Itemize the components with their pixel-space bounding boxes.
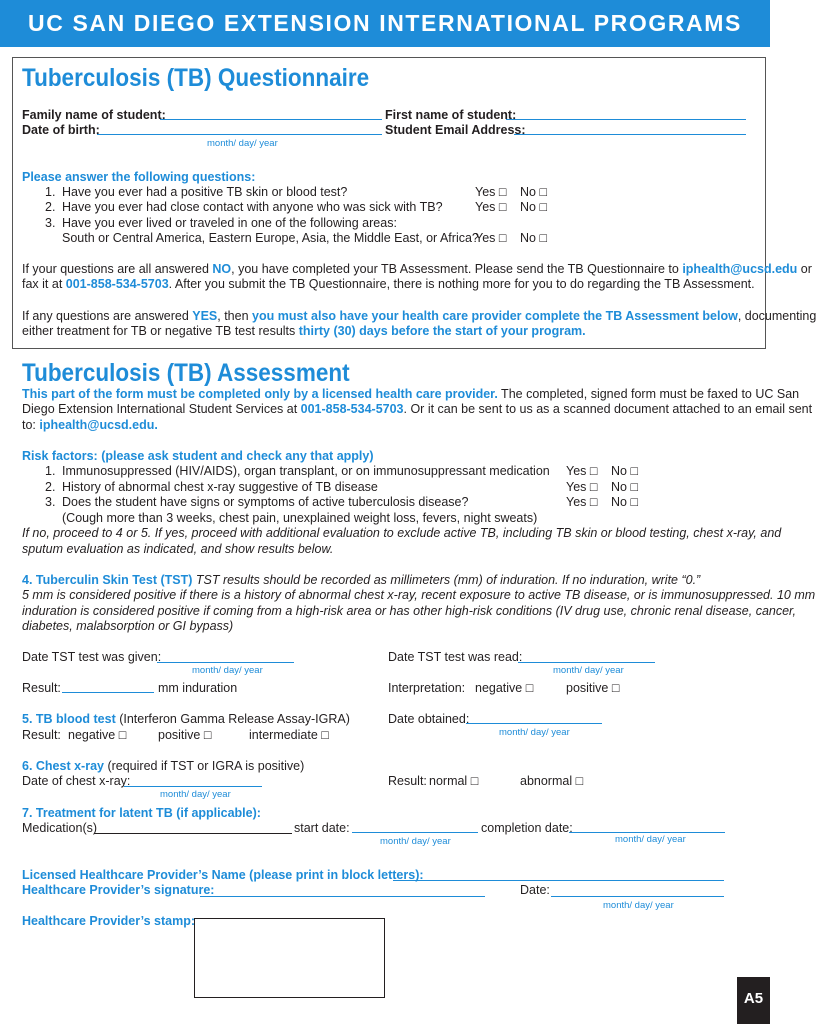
no-option[interactable] — [520, 231, 547, 246]
blood-result-label: Result: — [22, 728, 61, 742]
date-hint: month/ day/ year — [553, 665, 624, 676]
no-option[interactable]: No □ — [611, 464, 639, 478]
no-label: No — [520, 200, 536, 214]
risk-text: Immunosuppressed (HIV/AIDS), organ transplant, or on immunosuppressant medication — [62, 464, 550, 478]
checkbox[interactable]: □ — [539, 231, 548, 245]
email-link[interactable]: iphealth@ucsd.edu — [682, 262, 798, 276]
question-text: Have you ever had close contact with anyone who was sick with TB? — [62, 200, 443, 214]
tst-read-label: Date TST test was read: — [388, 650, 523, 664]
assessment-intro-3: to: iphealth@ucsd.edu. — [22, 418, 158, 432]
signature-date-field[interactable] — [551, 896, 724, 897]
yes-label: Yes — [475, 200, 496, 214]
signature-field[interactable] — [200, 896, 485, 897]
tst-heading-line: 4. Tuberculin Skin Test (TST) TST results should be recorded as millimeters (mm) of induration. If no induration, write “0.” — [22, 573, 701, 587]
family-name-label: Family name of student: — [22, 108, 166, 122]
xray-result-label: Result: — [388, 774, 427, 788]
start-date-field[interactable] — [352, 832, 478, 833]
tst-result-field[interactable] — [62, 692, 154, 693]
risk-number: 3. — [45, 495, 56, 509]
xray-date-field[interactable] — [124, 786, 262, 787]
checkbox[interactable]: □ — [525, 681, 534, 695]
dob-field[interactable] — [97, 134, 382, 135]
xray-date-label: Date of chest x-ray: — [22, 774, 131, 788]
yes-label: Yes — [475, 185, 496, 199]
tst-desc: induration is considered positive if coming from a high-risk area or has other high-risk conditions (IV drug use, chronic renal disease, cancer, — [22, 604, 796, 618]
xray-heading: 6. Chest x-ray (required if TST or IGRA is positive) — [22, 759, 305, 773]
date-hint: month/ day/ year — [615, 834, 686, 845]
email-link[interactable]: iphealth@ucsd.edu. — [39, 418, 158, 432]
no-option[interactable]: No □ — [611, 480, 639, 494]
dob-label: Date of birth: — [22, 123, 100, 137]
treatment-heading: 7. Treatment for latent TB (if applicable): — [22, 806, 261, 820]
date-hint: month/ day/ year — [603, 900, 674, 911]
checkbox[interactable]: □ — [118, 728, 127, 742]
risk-instructions: If no, proceed to 4 or 5. If yes, proceed with additional evaluation to exclude active TB, including TB skin or blood testing, chest x-ray, and — [22, 526, 782, 540]
start-date-label: start date: — [294, 821, 350, 835]
first-name-label: First name of student: — [385, 108, 517, 122]
banner-title: UC SAN DIEGO EXTENSION INTERNATIONAL PROGRAMS 2013 — [28, 10, 742, 83]
date-hint: month/ day/ year — [192, 665, 263, 676]
checkbox[interactable]: □ — [539, 200, 548, 214]
positive-option[interactable]: positive □ — [566, 681, 620, 695]
checkbox[interactable]: □ — [203, 728, 212, 742]
yes-option[interactable]: Yes □ — [566, 495, 598, 509]
checkbox[interactable]: □ — [321, 728, 329, 742]
questions-prompt: Please answer the following questions: — [22, 170, 256, 184]
no-answer-paragraph: If your questions are all answered NO, you have completed your TB Assessment. Please send the TB Questionnaire to iphealth@ucsd.edu or — [22, 262, 812, 276]
checkbox[interactable]: □ — [539, 185, 548, 199]
completion-date-field[interactable] — [569, 832, 725, 833]
assessment-intro-2: Diego Extension International Student Services at 001-858-534-5703. Or it can be sent to us as a scanned document attached to an email sent — [22, 402, 813, 416]
assessment-intro: This part of the form must be completed only by a licensed health care provider. The completed, signed form must be faxed to UC San — [22, 387, 800, 401]
date-label: Date: — [520, 883, 550, 897]
checkbox[interactable]: □ — [611, 681, 620, 695]
no-answer-paragraph-2: fax it at 001-858-534-5703. After you submit the TB Questionnaire, there is nothing more for you to do regarding the TB Assessment. — [22, 277, 755, 291]
risk-factors-title: Risk factors: (please ask student and check any that apply) — [22, 449, 374, 463]
stamp-label: Healthcare Provider’s stamp: — [22, 914, 195, 928]
question-number: 3. — [45, 216, 56, 230]
date-obtained-label: Date obtained: — [388, 712, 470, 726]
negative-option[interactable]: negative □ — [68, 728, 127, 742]
risk-text: History of abnormal chest x-ray suggestive of TB disease — [62, 480, 378, 494]
stamp-box[interactable] — [194, 918, 385, 998]
yes-answer-paragraph: If any questions are answered YES, then you must also have your health care provider complete the TB Assessment below, documenting — [22, 309, 816, 323]
normal-option[interactable]: normal □ — [429, 774, 479, 788]
medication-field[interactable] — [94, 833, 292, 834]
checkbox[interactable]: □ — [498, 231, 507, 245]
question-number: 2. — [45, 200, 56, 214]
signature-label: Healthcare Provider’s signature: — [22, 883, 215, 897]
family-name-field[interactable] — [160, 119, 382, 120]
no-label: No — [520, 185, 536, 199]
first-name-field[interactable] — [506, 119, 746, 120]
checkbox[interactable]: □ — [630, 495, 639, 509]
date-obtained-field[interactable] — [466, 723, 602, 724]
negative-option[interactable]: negative □ — [475, 681, 534, 695]
questionnaire-title: Tuberculosis (TB) Questionnaire — [22, 64, 370, 92]
tst-desc: 5 mm is considered positive if there is a history of abnormal chest x-ray, recent exposure to active TB disease, or is immunosuppressed. 10 mm — [22, 588, 816, 602]
risk-note: (Cough more than 3 weeks, chest pain, unexplained weight loss, fevers, night sweats) — [62, 511, 538, 525]
no-label: No — [520, 231, 536, 245]
assessment-title: Tuberculosis (TB) Assessment — [22, 359, 350, 387]
question-continuation: South or Central America, Eastern Europe, Asia, the Middle East, or Africa? — [62, 231, 479, 245]
abnormal-option[interactable]: abnormal □ — [520, 774, 584, 788]
date-hint: month/ day/ year — [160, 789, 231, 800]
tst-given-field[interactable] — [157, 662, 294, 663]
question-number: 1. — [45, 185, 56, 199]
no-option[interactable]: No □ — [611, 495, 639, 509]
yes-option[interactable]: Yes □ — [566, 480, 598, 494]
no-option[interactable] — [520, 200, 547, 215]
question-text: Have you ever had a positive TB skin or blood test? — [62, 185, 348, 199]
checkbox[interactable]: □ — [630, 464, 639, 478]
email-label: Student Email Address: — [385, 123, 526, 137]
checkbox[interactable]: □ — [470, 774, 479, 788]
tst-given-label: Date TST test was given: — [22, 650, 162, 664]
yes-label: Yes — [475, 231, 496, 245]
risk-instructions-2: sputum evaluation as indicated, and show results below. — [22, 542, 334, 556]
yes-option[interactable] — [475, 231, 506, 246]
provider-name-field[interactable] — [393, 880, 724, 881]
mm-induration-label: mm induration — [158, 681, 238, 695]
checkbox[interactable]: □ — [575, 774, 584, 788]
page-number: A5 — [743, 990, 764, 1007]
risk-number: 2. — [45, 480, 56, 494]
medication-label: Medication(s) — [22, 821, 98, 835]
positive-option[interactable]: positive □ — [158, 728, 212, 742]
fax-number: 001-858-534-5703 — [65, 277, 169, 291]
blood-test-heading: 5. TB blood test (Interferon Gamma Release Assay-IGRA) — [22, 712, 350, 726]
risk-text: Does the student have signs or symptoms of active tuberculosis disease? — [62, 495, 469, 509]
fax-number: 001-858-534-5703 — [300, 402, 404, 416]
checkbox[interactable]: □ — [589, 464, 598, 478]
yes-answer-paragraph-2: either treatment for TB or negative TB test results thirty (30) days before the start of your program. — [22, 324, 586, 338]
email-field[interactable] — [514, 134, 746, 135]
intermediate-option[interactable]: intermediate □ — [249, 728, 329, 742]
question-text: Have you ever lived or traveled in one of the following areas: — [62, 216, 397, 230]
dob-date-hint: month/ day/ year — [207, 138, 278, 149]
tst-desc: diabetes, malabsorption or GI bypass) — [22, 619, 234, 633]
interpretation-label: Interpretation: — [388, 681, 466, 695]
yes-option[interactable] — [475, 200, 506, 215]
date-hint: month/ day/ year — [499, 727, 570, 738]
checkbox[interactable]: □ — [630, 480, 639, 494]
completion-date-label: completion date: — [481, 821, 573, 835]
no-option[interactable] — [520, 185, 547, 200]
checkbox[interactable]: □ — [498, 200, 507, 214]
date-hint: month/ day/ year — [380, 836, 451, 847]
risk-number: 1. — [45, 464, 56, 478]
checkbox[interactable]: □ — [498, 185, 507, 199]
yes-option[interactable] — [475, 185, 506, 200]
checkbox[interactable]: □ — [589, 480, 598, 494]
yes-option[interactable]: Yes □ — [566, 464, 598, 478]
checkbox[interactable]: □ — [589, 495, 598, 509]
tst-result-label: Result: — [22, 681, 61, 695]
tst-read-field[interactable] — [518, 662, 655, 663]
provider-name-label: Licensed Healthcare Provider’s Name (please print in block letters): — [22, 868, 424, 882]
